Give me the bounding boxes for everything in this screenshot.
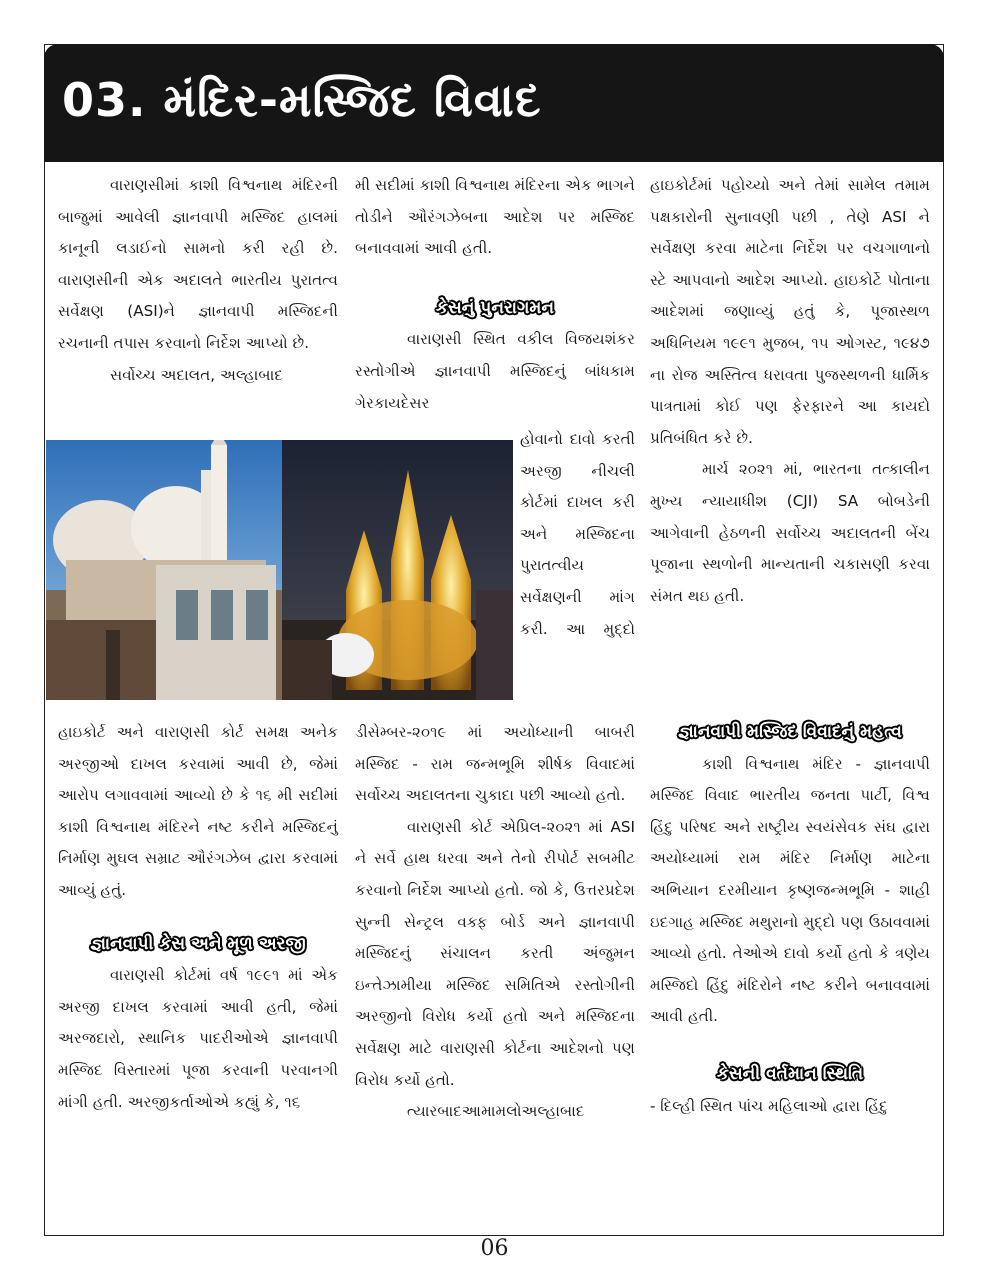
column-4 bbox=[58, 717, 338, 1118]
section-heading: જ્ઞાનવાપી કેસ અને મૂળ અરજી bbox=[90, 933, 306, 954]
paragraph: સર્વોચ્ચ અદાલત, અલ્હાબાદ bbox=[110, 365, 283, 384]
paragraph: માર્ચ ૨૦૨૧ માં, ભારતના તત્કાલીન મુખ્ય ન્યાયાધીશ (CJI) SA બોબડેની આગેવાની હેઠળની સર્વોચ્ચ અદાલતની બેંચ પૂજાના સ્થળોની માન્યતાની ચકાસણી કરવા સંમત થઇ હતી. bbox=[650, 460, 930, 605]
column-3 bbox=[650, 170, 930, 612]
paragraph: મી સદીમાં કાશી વિશ્વનાથ મંદિરના એક ભાગને તોડીને ઔરંગઝેબના આદેશ પર મસ્જિદ બનાવવામાં આવી હતી. bbox=[355, 176, 635, 258]
paragraph: હાઇકોર્ટમાં પહોચ્યો અને તેમાં સામેલ તમામ પક્ષકારોની સુનાવણી પછી , તેણે ASI ને સર્વેક્ષણ કરવા માટેના નિર્દેશ પર વચગાળાનો સ્ટે આપવાનો આદેશ આપ્યો. હાઇકોર્ટે પોતાના આદેશમાં જણાવ્યું હતું કે, પૂજાસ્થળ અધિનિયમ ૧૯૯૧ મુજબ, ૧૫ ઓગસ્ટ, ૧૯૪૭ ના રોજ અસ્તિત્વ ધરાવતા પુજસ્થળની ધાર્મિક પાત્રતામાં કોઈ પણ ફેરફારને આ કાયદો પ્રતિબંધિત કરે છે. bbox=[650, 176, 930, 447]
page-number: 06 bbox=[480, 1236, 509, 1261]
column-5 bbox=[355, 717, 635, 1128]
section-heading: કેસનું પુનરાગમન bbox=[435, 297, 555, 318]
photo-illustration bbox=[46, 440, 513, 700]
section-heading: કેસની વર્તમાન સ્થિતિ bbox=[716, 1063, 864, 1084]
paragraph: કાશી વિશ્વનાથ મંદિર - જ્ઞાનવાપી મસ્જિદ વિવાદ ભારતીય જનતા પાર્ટી, વિશ્વ હિંદુ પરિષદ અને રાષ્ટ્રીય સ્વયંસેવક સંઘ દ્વારા અયોધ્યામાં રામ મંદિર નિર્માણ માટેના અભિયાન દરમીયાન કૃષ્ણજન્મભૂમિ - શાહી ઇદગાહ મસ્જિદ મથુરાનો મુદ્દો પણ ઉઠાવવામાં આવ્યો હતો. તેઓએ દાવો કર્યો હતો કે ત્રણેય મસ્જિદો હિંદુ મંદિરોને નષ્ટ કરીને બનાવવામાં આવી હતી. bbox=[650, 754, 930, 1026]
paragraph: વારાણસી સ્થિત વકીલ વિજયશંકર રસ્તોગીએ જ્ઞાનવાપી મસ્જિદનું બાંધકામ ગેરકાયદેસર bbox=[355, 330, 635, 412]
column-2-continued bbox=[520, 424, 635, 645]
paragraph: ડીસેમ્બર-૨૦૧૯ માં અયોધ્યાની બાબરી મસ્જિદ - રામ જન્મભૂમિ શીર્ષક વિવાદમાં સર્વોચ્ચ અદાલતના ચુકાદા પછી આવ્યો હતો. bbox=[355, 723, 635, 805]
title-banner bbox=[44, 44, 944, 162]
paragraph: - દિલ્હી સ્થિત પાંચ મહિલાઓ દ્વારા હિંદુ bbox=[650, 1096, 888, 1115]
paragraph: વારાણસીમાં કાશી વિશ્વનાથ મંદિરની બાજુમાં આવેલી જ્ઞાનવાપી મસ્જિદ હાલમાં કાનૂની લડાઈનો સામનો કરી રહી છે. વારાણસીની એક અદાલતે ભારતીય પુરાતત્વ સર્વેક્ષણ (ASI)ને જ્ઞાનવાપી મસ્જિદની રચનાની તપાસ કરવાનો નિર્દેશ આપ્યો છે. bbox=[58, 176, 338, 352]
paragraph: વારાણસી કોર્ટ એપ્રિલ-૨૦૨૧ માં ASI ને સર્વે હાથ ધરવા અને તેનો રીપોર્ટ સબમીટ કરવાનો નિર્દેશ આપ્યો હતો. જો કે, ઉત્તરપ્રદેશ સુન્ની સેન્ટ્રલ વક્ફ બોર્ડ અને જ્ઞાનવાપી મસ્જિદનું સંચાલન કરતી અંજુમન ઇન્તેઝામીયા મસ્જિદ સમિતિએ રસ્તોગીની અરજીનો વિરોધ કર્યો હતો અને મસ્જિદના સર્વેક્ષણ માટે વારાણસી કોર્ટના આદેશનો પણ વિરોધ કર્યો હતો. bbox=[355, 817, 635, 1089]
paragraph: ત્યારબાદઆમામલોઅલ્હાબાદ bbox=[407, 1102, 585, 1121]
column-6 bbox=[650, 717, 930, 1122]
paragraph: હોવાનો દાવો કરતી અરજી નીચલી કોર્ટમાં દાખલ કરી અને મસ્જિદના પુરાતત્વીય સર્વેક્ષણની માંગ કરી. આ મુદ્દો bbox=[520, 430, 635, 638]
column-2 bbox=[355, 170, 635, 419]
paragraph: હાઇકોર્ટ અને વારાણસી કોર્ટ સમક્ષ અનેક અરજીઓ દાખલ કરવામાં આવી છે, જેમાં આરોપ લગાવવામાં આવ્યો છે કે ૧૬ મી સદીમાં કાશી વિશ્વનાથ મંદિરને નષ્ટ કરીને મસ્જિદનું નિર્માણ મુઘલ સમ્રાટ ઔરંગઝેબ દ્વારા કરવામાં આવ્યું હતું. bbox=[58, 723, 338, 899]
section-heading: જ્ઞાનવાપી મસ્જિદ વિવાદનું મહત્વ bbox=[678, 722, 902, 742]
page-title: 03. મંદિર-મસ્જિદ વિવાદ bbox=[62, 73, 542, 127]
temple-mosque-photo bbox=[46, 440, 513, 700]
paragraph: વારાણસી કોર્ટમાં વર્ષ ૧૯૯૧ માં એક અરજી દાખલ કરવામાં આવી હતી, જેમાં અરજદારો, સ્થાનિક પાદરીઓએ જ્ઞાનવાપી મસ્જિદ વિસ્તારમાં પૂજા કરવાની પરવાનગી માંગી હતી. અરજીકર્તાઓએ કહ્યું કે, ૧૬ bbox=[58, 966, 338, 1111]
column-1 bbox=[58, 170, 338, 391]
